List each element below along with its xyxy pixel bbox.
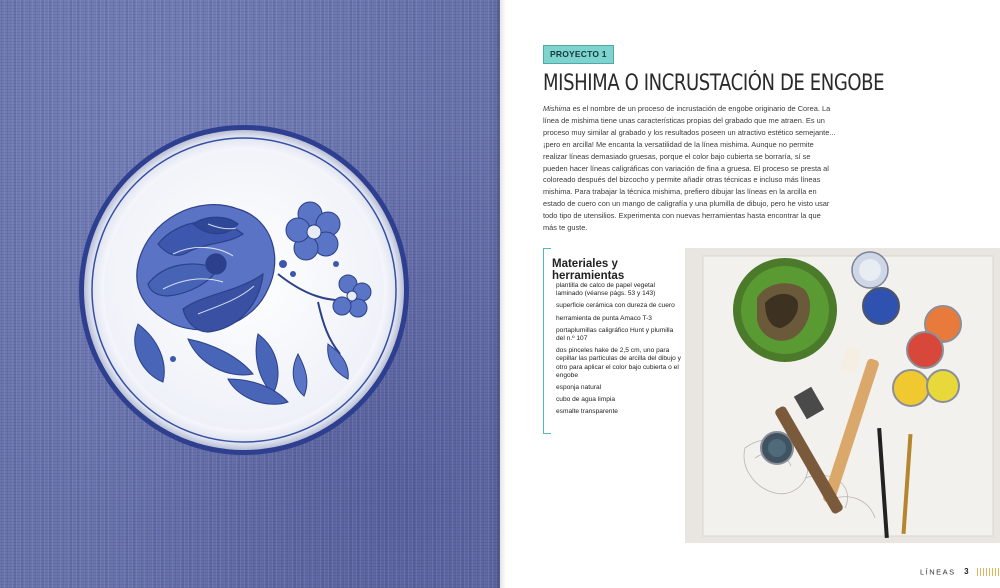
tools-photo	[685, 248, 1000, 543]
page-gutter	[492, 0, 506, 588]
footer-decoration	[977, 568, 1000, 576]
material-item: dos pinceles hake de 2,5 cm, uno para cepillar las partículas de arcilla del dibujo y otro para aplicar el color bajo cubierta o el engobe	[556, 347, 681, 379]
intro-lead: Mishima	[543, 104, 571, 113]
material-item: plantilla de calco de papel vegetal laminado (véanse págs. 53 y 143)	[556, 282, 656, 298]
project-tag: PROYECTO 1	[543, 45, 614, 64]
material-item: herramienta de punta Amaco T-3	[556, 314, 652, 322]
page-number: 3	[964, 567, 969, 577]
material-item: esponja natural	[556, 384, 602, 392]
page-title: MISHIMA O INCRUSTACIÓN DE ENGOBE	[543, 71, 885, 96]
materials-box	[543, 248, 679, 434]
materials-list	[556, 282, 682, 421]
footer-section: LÍNEAS	[920, 567, 956, 577]
intro-paragraph	[543, 103, 836, 234]
material-item: esmalte transparente	[556, 408, 618, 416]
intro-text: es el nombre de un proceso de incrustación de engobe originario de Corea. La línea de mishima tiene unas características propias del grabado que me atraen. Es un proceso muy similar al grabado y los resultados poseen un atractivo estético semejante... ¡pero en arcilla! Me encanta la versatilidad de la línea mishima. Aunque no permite realizar líneas demasiado gruesas, porque el color bajo cubierta se borraría, sí se pueden hacer líneas caligráficas con variación de fina a gruesa. El proceso se presta al coloreado después del bizcocho y permite añadir otras técnicas e incluso más líneas mishima. Para trabajar la técnica mishima, prefiero dibujar las líneas en la arcilla en estado de cuero con un mango de caligrafía y una plumilla de dibujo, pero he visto usar todo tipo de utensilios. Experimenta con nuevas herramientas hasta encontrar la que más te guste.	[543, 104, 836, 233]
material-item: portaplumillas caligráfico Hunt y plumilla del n.º 107	[556, 326, 674, 343]
page-footer	[920, 563, 1000, 575]
material-item: cubo de agua limpia	[556, 396, 616, 404]
plate-illustration	[78, 124, 410, 456]
material-item: superficie cerámica con dureza de cuero	[556, 302, 675, 310]
materials-heading: Materiales y herramientas	[552, 258, 625, 282]
